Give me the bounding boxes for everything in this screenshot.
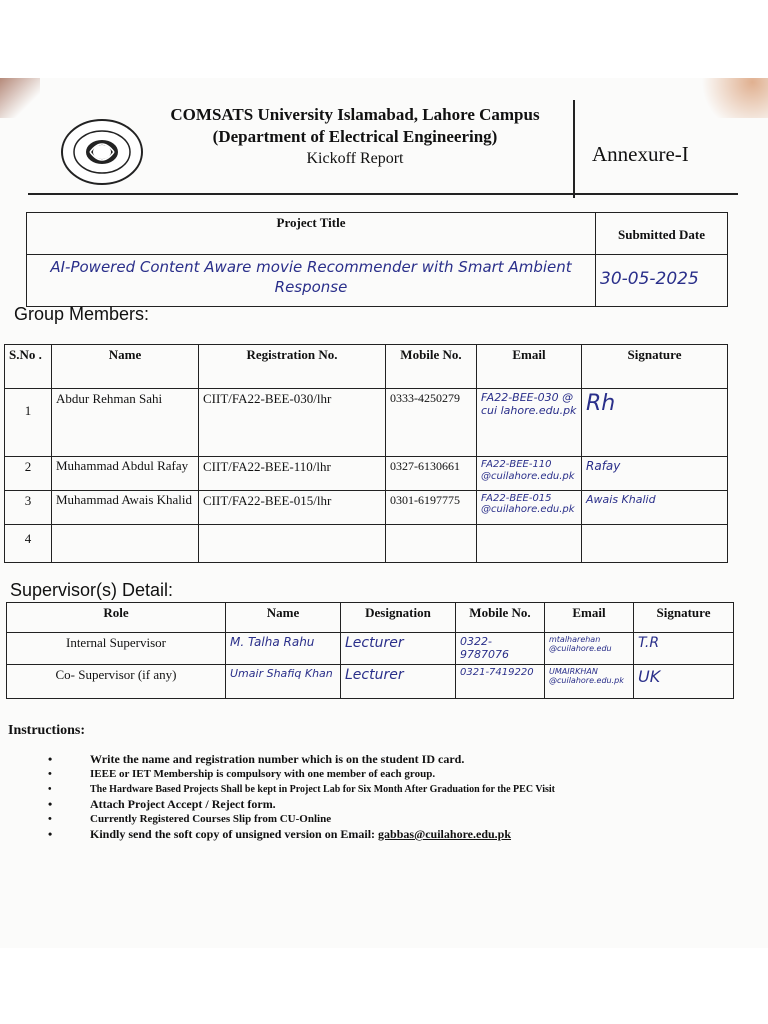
instructions-heading: Instructions: [8,723,86,738]
col-mobile: Mobile No. [386,345,477,389]
registration-cell: CIIT/FA22-BEE-015/lhr [199,491,386,525]
registration-cell: CIIT/FA22-BEE-110/lhr [199,457,386,491]
registration-cell [199,525,386,563]
table-row [7,665,734,699]
name-cell [52,525,199,563]
col-designation: Designation [341,603,456,633]
instruction-item: • Currently Registered Courses Slip from CU-Online [48,812,668,827]
members-table [4,344,728,563]
email-cell: UMAIRKHAN @cuilahore.edu.pk [545,665,634,699]
photo-shadow [690,78,768,118]
name-cell: M. Talha Rahu [226,633,341,665]
name-cell: Umair Shafiq Khan [226,665,341,699]
table-row [5,525,728,563]
col-email: Email [545,603,634,633]
supervisors-heading: Supervisor(s) Detail: [10,580,174,600]
signature-cell: T.R [634,633,734,665]
email-cell [477,525,582,563]
instructions-list [48,752,668,842]
instruction-item: • The Hardware Based Projects Shall be kept in Project Lab for Six Month After Graduation for the PEC Visit [48,782,668,797]
annexure-label: Annexure-I [592,142,689,166]
mobile-cell: 0333-4250279 [386,389,477,457]
mobile-cell: 0327-6130661 [386,457,477,491]
designation-cell: Lecturer [341,665,456,699]
col-mobile: Mobile No. [456,603,545,633]
table-row [7,633,734,665]
designation-cell: Lecturer [341,633,456,665]
registration-cell: CIIT/FA22-BEE-030/lhr [199,389,386,457]
signature-cell: Rh [582,389,728,457]
instruction-text: Kindly send the soft copy of unsigned version on Email: [90,827,379,841]
sno-cell: 4 [5,525,52,563]
col-registration: Registration No. [199,345,386,389]
name-cell: Muhammad Abdul Rafay [52,457,199,491]
role-cell: Co- Supervisor (if any) [7,665,226,699]
mobile-cell: 0322-9787076 [456,633,545,665]
table-row [5,389,728,457]
university-logo [60,118,144,186]
supervisors-table [6,602,734,699]
name-cell: Muhammad Awais Khalid [52,491,199,525]
header-rule [28,193,738,195]
col-name: Name [52,345,199,389]
col-signature: Signature [634,603,734,633]
mobile-cell: 0321-7419220 [456,665,545,699]
contact-email-link[interactable]: gabbas@cuilahore.edu.pk [378,827,512,841]
report-header [160,104,550,170]
email-cell: mtalharehan @cuilahore.edu [545,633,634,665]
sno-cell: 3 [5,491,52,525]
email-cell: FA22-BEE-110 @cuilahore.edu.pk [477,457,582,491]
project-title-value: AI-Powered Content Aware movie Recommender with Smart Ambient Response [27,255,596,307]
photo-shadow [0,78,40,118]
signature-cell [582,525,728,563]
submitted-date-header: Submitted Date [596,213,728,255]
instruction-item: • Attach Project Accept / Reject form. [48,797,668,812]
project-table [26,212,728,307]
col-name: Name [226,603,341,633]
table-row [5,457,728,491]
instruction-item: • Write the name and registration number which is on the student ID card. [48,752,668,767]
email-cell: FA22-BEE-030 @ cui lahore.edu.pk [477,389,582,457]
submitted-date-value: 30-05-2025 [596,255,728,307]
mobile-cell: 0301-6197775 [386,491,477,525]
signature-cell: UK [634,665,734,699]
university-name: COMSATS University Islamabad, Lahore Campus [170,105,540,124]
col-sno: S.No . [5,345,52,389]
instruction-item: • IEEE or IET Membership is compulsory with one member of each group. [48,767,668,782]
sno-cell: 2 [5,457,52,491]
department-name: (Department of Electrical Engineering) [212,127,498,146]
group-members-heading: Group Members: [14,304,150,324]
email-cell: FA22-BEE-015 @cuilahore.edu.pk [477,491,582,525]
signature-cell: Awais Khalid [582,491,728,525]
sno-cell: 1 [5,389,52,457]
col-signature: Signature [582,345,728,389]
role-cell: Internal Supervisor [7,633,226,665]
col-role: Role [7,603,226,633]
col-email: Email [477,345,582,389]
report-name: Kickoff Report [306,150,404,167]
instruction-item [48,827,668,842]
name-cell: Abdur Rehman Sahi [52,389,199,457]
signature-cell: Rafay [582,457,728,491]
mobile-cell [386,525,477,563]
project-title-header: Project Title [27,213,596,255]
header-divider [573,100,575,198]
table-row [5,491,728,525]
